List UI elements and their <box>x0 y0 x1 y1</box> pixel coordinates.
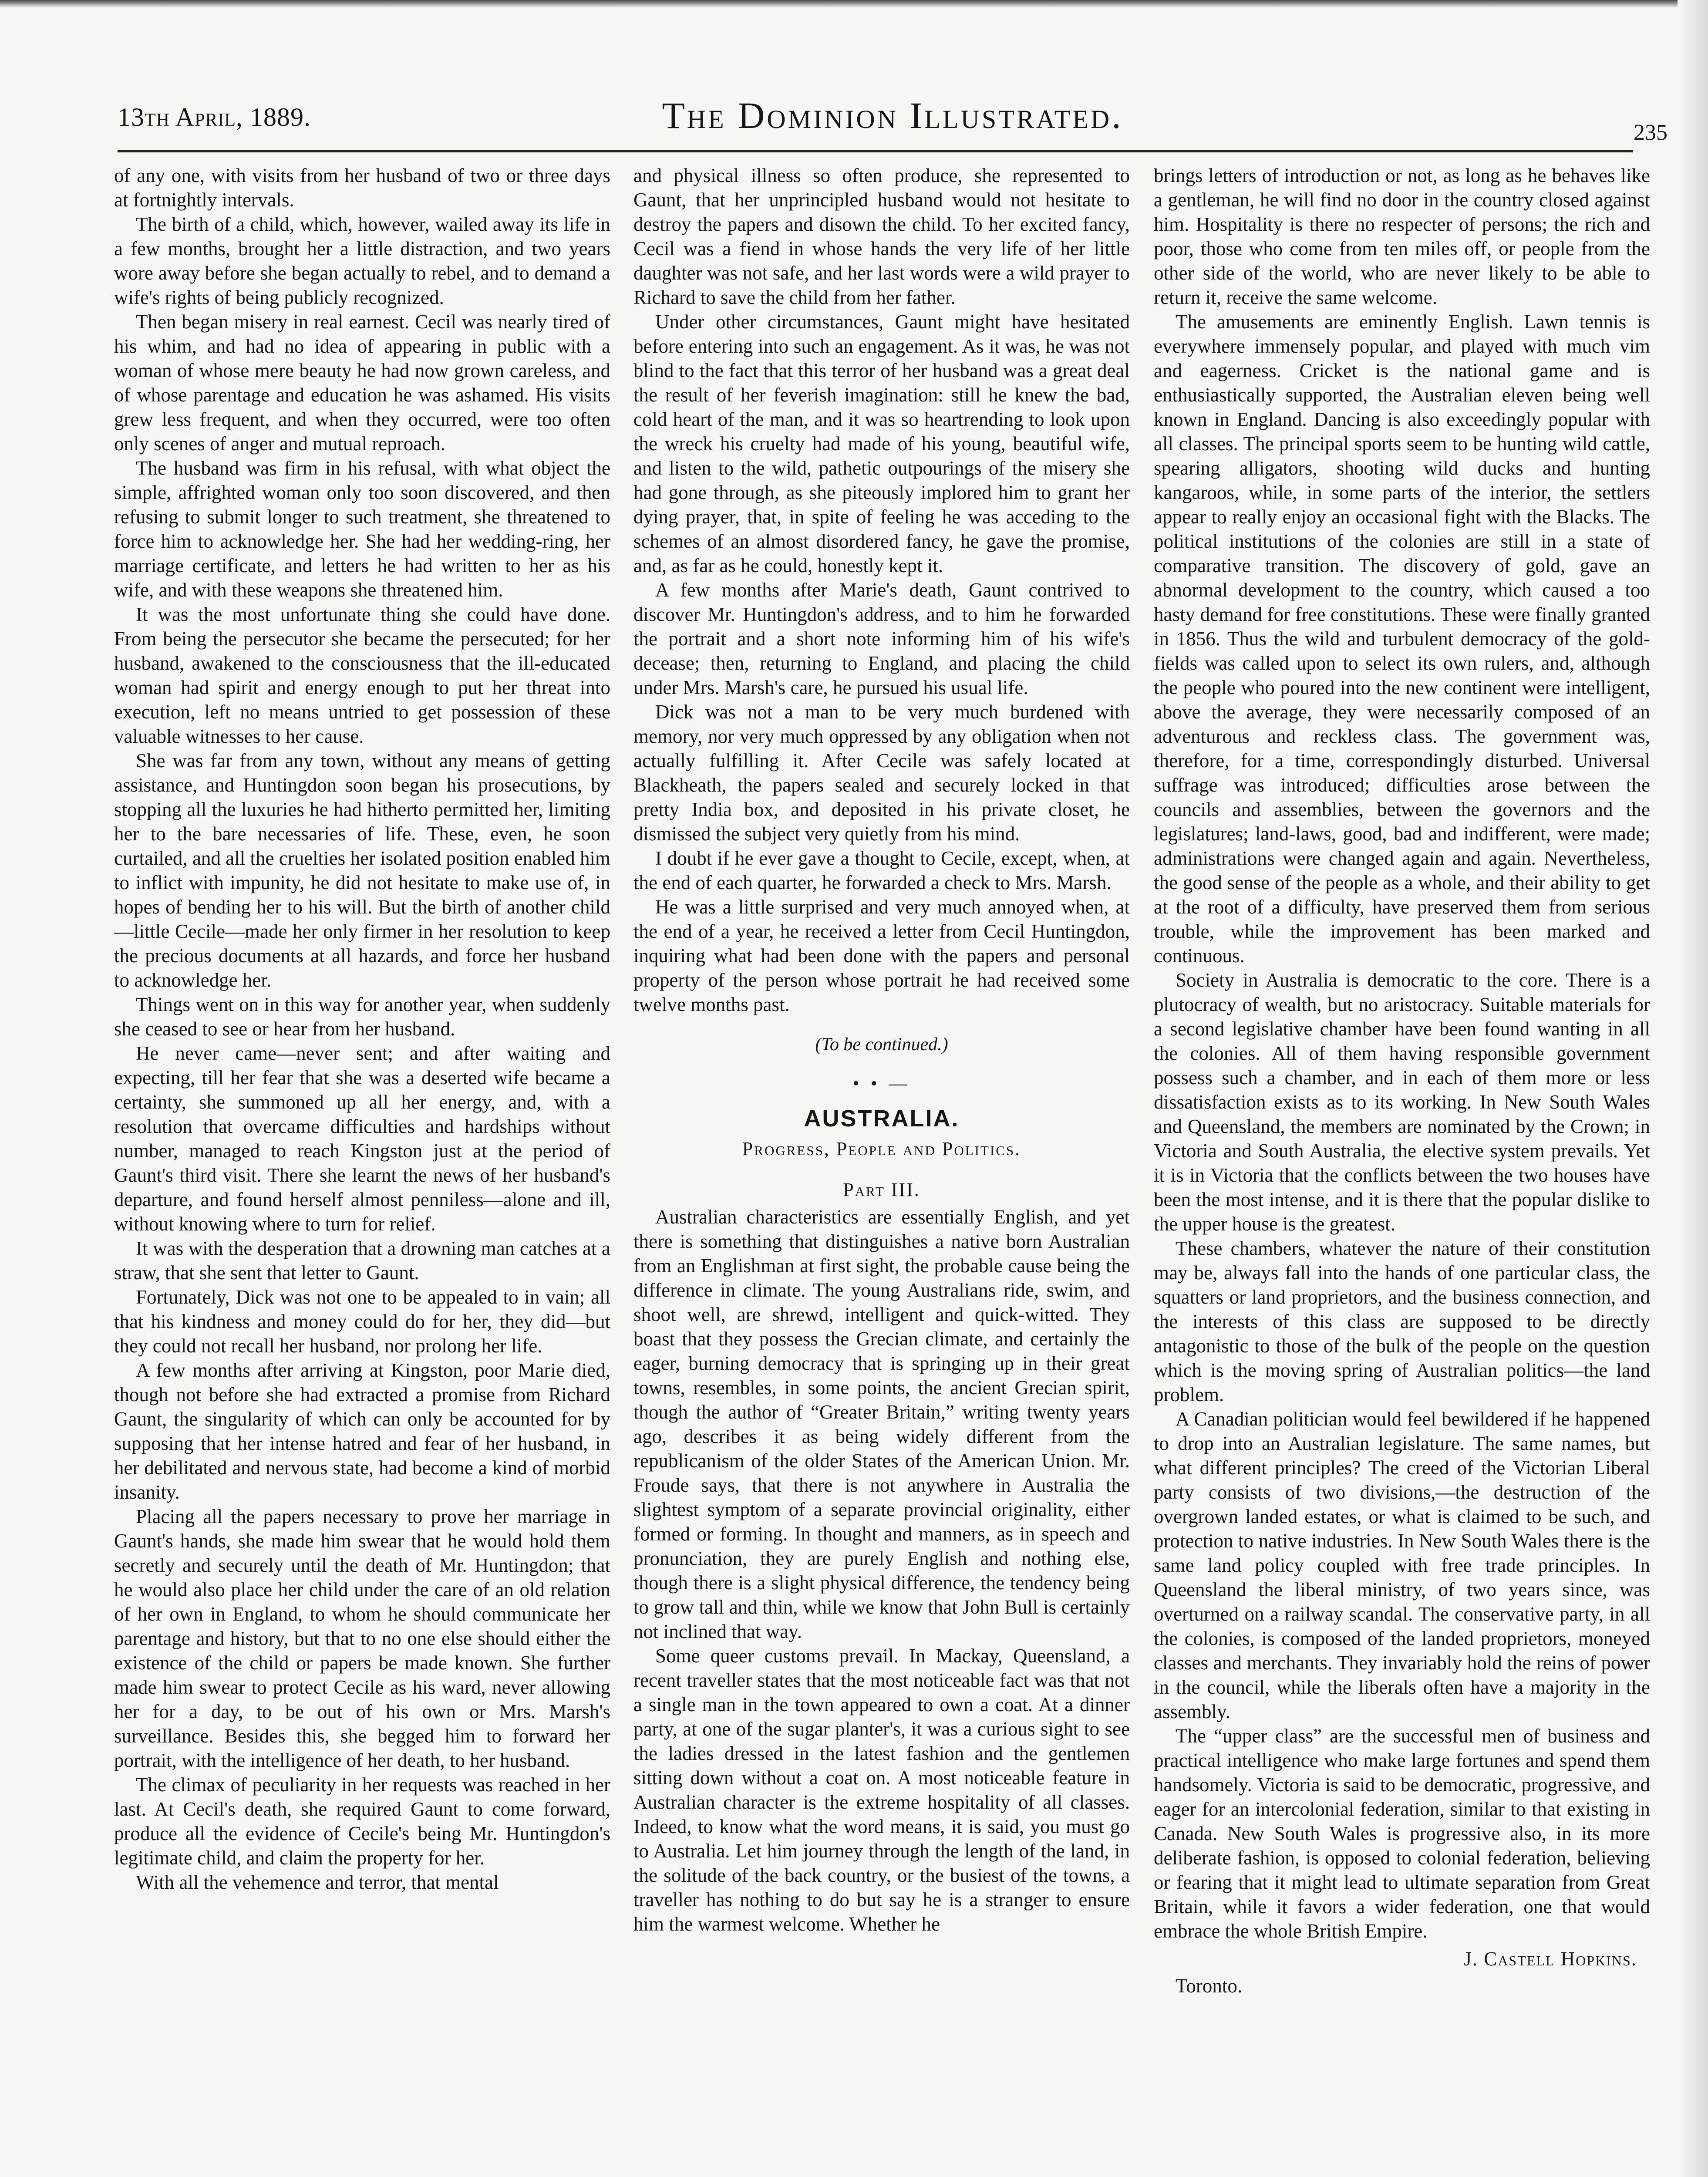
page-number: 235 <box>1634 120 1668 145</box>
paragraph: Australian characteristics are essentially English, and yet there is something that distinguishes a native born Australian from an Englishman at first sight, the probable cause being the difference in climate. The young Australians ride, swim, and shoot well, are shrewd, intelligent and quick-witted. They boast that they possess the Grecian climate, and certainly the eager, burning democracy that is springing up in their great towns, resembles, in some points, the ancient Grecian spirit, though the author of “Greater Britain,” writing twenty years ago, describes it as being widely different from the republicanism of the older States of the American Union. Mr. Froude says, that there is not anywhere in Australia the slightest symptom of a separate provincial originality, either formed or forming. In thought and manners, as in speech and pronunciation, they are purely English and nothing else, though there is a slight physical difference, the tendency being to grow tall and thin, while we know that John Bull is certainly not inclined that way. <box>633 1206 1130 1642</box>
article-subtitle: Progress, People and Politics. <box>742 1138 1021 1159</box>
paragraph: Dick was not a man to be very much burdened with memory, nor very much oppressed by any obligation when not actually fulfilling it. After Cecile was safely located at Blackheath, the papers sealed and securely locked in that pretty India box, and deposited in his private closet, he dismissed the subject very quietly from his mind. <box>633 701 1130 845</box>
paragraph: Fortunately, Dick was not one to be appealed to in vain; all that his kindness and money could do for her, they did—but they could not recall her husband, nor prolong her life. <box>114 1286 610 1357</box>
paragraph: Then began misery in real earnest. Cecil was nearly tired of his whim, and had no idea of appearing in public with a woman of whose mere beauty he had now grown careless, and of whose parentage and education he was ashamed. His visits grew less frequent, and when they occurred, were too often only scenes of anger and mutual reproach. <box>114 311 610 455</box>
paragraph: of any one, with visits from her husband of two or three days at fortnightly intervals. <box>114 165 610 211</box>
issue-date: 13th April, 1889. <box>118 103 311 131</box>
paragraph: These chambers, whatever the nature of their constitution may be, always fall into the hands of one particular class, the squatters or land proprietors, and the business connection, and the interests of this class are supposed to be directly antagonistic to those of the bulk of the people on the question which is the moving spring of Australian politics—the land problem. <box>1154 1237 1650 1405</box>
paragraph: Some queer customs prevail. In Mackay, Queensland, a recent traveller states that the most noticeable fact was that not a single man in the town appeared to own a coat. At a dinner party, at one of the sugar planter's, it was a curious sight to see the ladies dressed in the latest fashion and the gentlemen sitting down without a coat on. A most noticeable feature in Australian character is the extreme hospitality of all classes. Indeed, to know what the word means, it is said, you must go to Australia. Let him journey through the length of the land, in the solitude of the back country, or the busiest of the towns, a traveller has nothing to do but say he is a stranger to ensure him the warmest welcome. Whether he <box>633 1645 1130 1935</box>
section-separator: • • — <box>852 1074 911 1094</box>
publication-title: The Dominion Illustrated. <box>662 94 1123 136</box>
paragraph: The amusements are eminently English. Lawn tennis is everywhere immensely popular, and played with much vim and eagerness. Cricket is the national game and is enthusiastically supported, the Australian eleven being well known in England. Dancing is also exceedingly popular with all classes. The principal sports seem to be hunting wild cattle, spearing alligators, shooting wild ducks and hunting kangaroos, while, in some parts of the interior, the settlers appear to really enjoy an occasional fight with the Blacks. The political institutions of the colonies are still in a state of comparative transition. The discovery of gold, gave an abnormal development to the country, which caused a too hasty demand for free constitutions. These were finally granted in 1856. Thus the wild and turbulent democracy of the gold-fields was called upon to select its own rulers, and, although the people who poured into the new continent were intelligent, above the average, they were necessarily composed of an adventurous and reckless class. The government was, therefore, for a time, correspondingly disturbed. Universal suffrage was introduced; difficulties arose between the councils and assemblies, between the governors and the legislatures; land-laws, good, bad and indifferent, were made; administrations were changed again and again. Nevertheless, the good sense of the people as a whole, and their ability to get at the root of a difficulty, have preserved them from serious trouble, while the improvement has been marked and continuous. <box>1154 311 1650 967</box>
paragraph: A few months after Marie's death, Gaunt contrived to discover Mr. Huntingdon's address, and to him he forwarded the portrait and a short note informing him of his wife's decease; then, returning to England, and placing the child under Mrs. Marsh's care, he pursued his usual life. <box>633 579 1130 698</box>
paragraph: I doubt if he ever gave a thought to Cecile, except, when, at the end of each quarter, he forwarded a check to Mrs. Marsh. <box>633 847 1130 893</box>
paragraph: She was far from any town, without any means of getting assistance, and Huntingdon soon began his prosecutions, by stopping all the luxuries he had hitherto permitted her, limiting her to the bare necessaries of life. These, even, he soon curtailed, and all the cruelties her isolated position enabled him to inflict with impunity, he did not hesitate to make use of, in hopes of bending her to his will. But the birth of another child—little Cecile—made her only firmer in her resolution to keep the precious documents at all hazards, and force her husband to acknowledge her. <box>114 750 610 991</box>
dateline-place: Toronto. <box>1176 1975 1243 1997</box>
paragraph: and physical illness so often produce, she represented to Gaunt, that her unprincipled husband would not hesitate to destroy the papers and disown the child. To her excited fancy, Cecil was a fiend in whose hands the very life of her little daughter was not safe, and her last words were a wild prayer to Richard to save the child from her father. <box>633 165 1130 308</box>
author-byline: J. Castell Hopkins. <box>1464 1948 1637 1970</box>
paragraph: He never came—never sent; and after waiting and expecting, till her fear that she was a deserted wife became a certainty, she summoned up all her energy, and, with a resolution that overcame difficulties and hardships without number, managed to reach Kingston just at the period of Gaunt's third visit. There she learnt the news of her husband's departure, and found herself almost penniless—alone and ill, without knowing where to turn for relief. <box>114 1042 610 1235</box>
paragraph: With all the vehemence and terror, that mental <box>136 1871 499 1893</box>
paragraph: It was the most unfortunate thing she could have done. From being the persecutor she became the persecuted; for her husband, awakened to the consciousness that the ill-educated woman had spirit and energy enough to put her threat into execution, left no means untried to get possession of these valuable witnesses to her cause. <box>114 603 610 747</box>
column-1 <box>114 163 610 1894</box>
paragraph: The climax of peculiarity in her requests was reached in her last. At Cecil's death, she required Gaunt to come forward, produce all the evidence of Cecile's being Mr. Huntingdon's legitimate child, and claim the property for her. <box>114 1774 610 1869</box>
paragraph: The husband was firm in his refusal, with what object the simple, affrighted woman only too soon discovered, and then refusing to submit longer to such treatment, she threatened to force him to acknowledge her. She had her wedding-ring, her marriage certificate, and letters he had written to her as his wife, and with these weapons she threatened him. <box>114 457 610 601</box>
paragraph: A few months after arriving at Kingston, poor Marie died, though not before she had extracted a promise from Richard Gaunt, the singularity of which can only be accounted for by supposing that her intense hatred and fear of her husband, in her debilitated and nervous state, had become a kind of morbid insanity. <box>114 1359 610 1503</box>
column-3 <box>1154 163 1650 1998</box>
paragraph: Society in Australia is democratic to the core. There is a plutocracy of wealth, but no aristocracy. Suitable materials for a second legislative chamber have been found wanting in all the colonies. All of them having responsible government possess such a chamber, and in each of them more or less dissatisfaction exists as to its working. In New South Wales and Queensland, the members are nominated by the Crown; in Victoria and South Australia, the elective system prevails. Yet it is in Victoria that the conflicts between the two houses have been the most intense, and it is there that the popular dislike to the upper house is the greatest. <box>1154 969 1650 1235</box>
paragraph: brings letters of introduction or not, as long as he behaves like a gentleman, he will find no door in the country closed against him. Hospitality is there no respecter of persons; the rich and poor, those who come from ten miles off, or people from the other side of the world, who are never likely to be able to return it, receive the same welcome. <box>1154 165 1650 308</box>
paragraph: Under other circumstances, Gaunt might have hesitated before entering into such an engagement. As it was, he was not blind to the fact that this terror of her husband was a great deal the result of her feverish imagination: still he knew the bad, cold heart of the man, and it was so heartrending to look upon the wreck his cruelty had made of his young, beautiful wife, and listen to the wild, pathetic outpourings of the misery she had gone through, as she piteously implored him to grant her dying prayer, that, in spite of feeling he was acceding to the schemes of an almost disordered fancy, he gave the promise, and, as far as he could, honestly kept it. <box>633 311 1130 576</box>
masthead <box>118 94 1668 146</box>
column-2 <box>633 163 1130 1936</box>
article-title: AUSTRALIA. <box>804 1105 960 1132</box>
article-part: Part III. <box>843 1179 920 1200</box>
header-rule <box>118 150 1633 152</box>
paragraph: A Canadian politician would feel bewildered if he happened to drop into an Australian legislature. The same names, but what different principles? The creed of the Victorian Liberal party consists of two divisions,—the destruction of the overgrown landed estates, or what is claimed to be such, and protection to native industries. In New South Wales there is the same land policy coupled with free trade principles. In Queensland the liberal ministry, of two years since, was overturned on a railway scandal. The conservative party, in all the colonies, is composed of the landed proprietors, moneyed classes and merchants. They invariably hold the reins of power in the council, while the liberals often have a majority in the assembly. <box>1154 1408 1650 1722</box>
paragraph: The “upper class” are the successful men of business and practical intelligence who make large fortunes and spend them handsomely. Victoria is said to be democratic, progressive, and eager for an intercolonial federation, similar to that existing in Canada. New South Wales is progressive also, in its more deliberate fashion, is opposed to colonial federation, believing or fearing that it might lead to ultimate separation from Great Britain, while it favors a wider federation, one that would embrace the whole British Empire. <box>1154 1725 1650 1942</box>
paragraph: He was a little surprised and very much annoyed when, at the end of a year, he received a letter from Cecil Huntingdon, inquiring what had been done with the papers and personal property of the person whose portrait he had received some twelve months past. <box>633 896 1130 1015</box>
paragraph: Placing all the papers necessary to prove her marriage in Gaunt's hands, she made him swear that he would hold them secretly and securely until the death of Mr. Huntingdon; that he would also place her child under the care of an old relation of her own in England, to whom he should communicate her parentage and history, but that to no one else should either the existence of the child or papers be made known. She further made him swear to protect Cecile as his ward, never allowing her for a day, to be out of his own or Mrs. Marsh's surveillance. Besides this, she begged him to forward her portrait, with the intelligence of her death, to her husband. <box>114 1506 610 1771</box>
paragraph: The birth of a child, which, however, wailed away its life in a few months, brought her a little distraction, and two years wore away before she began actually to rebel, and to demand a wife's rights of being publicly recognized. <box>114 213 610 308</box>
page-edge-shadow <box>0 0 1708 8</box>
page-edge-right <box>1678 0 1708 2177</box>
paragraph: Things went on in this way for another year, when suddenly she ceased to see or hear from her husband. <box>114 994 610 1040</box>
to-be-continued: (To be continued.) <box>815 1035 948 1055</box>
paragraph: It was with the desperation that a drowning man catches at a straw, that she sent that letter to Gaunt. <box>114 1237 610 1284</box>
